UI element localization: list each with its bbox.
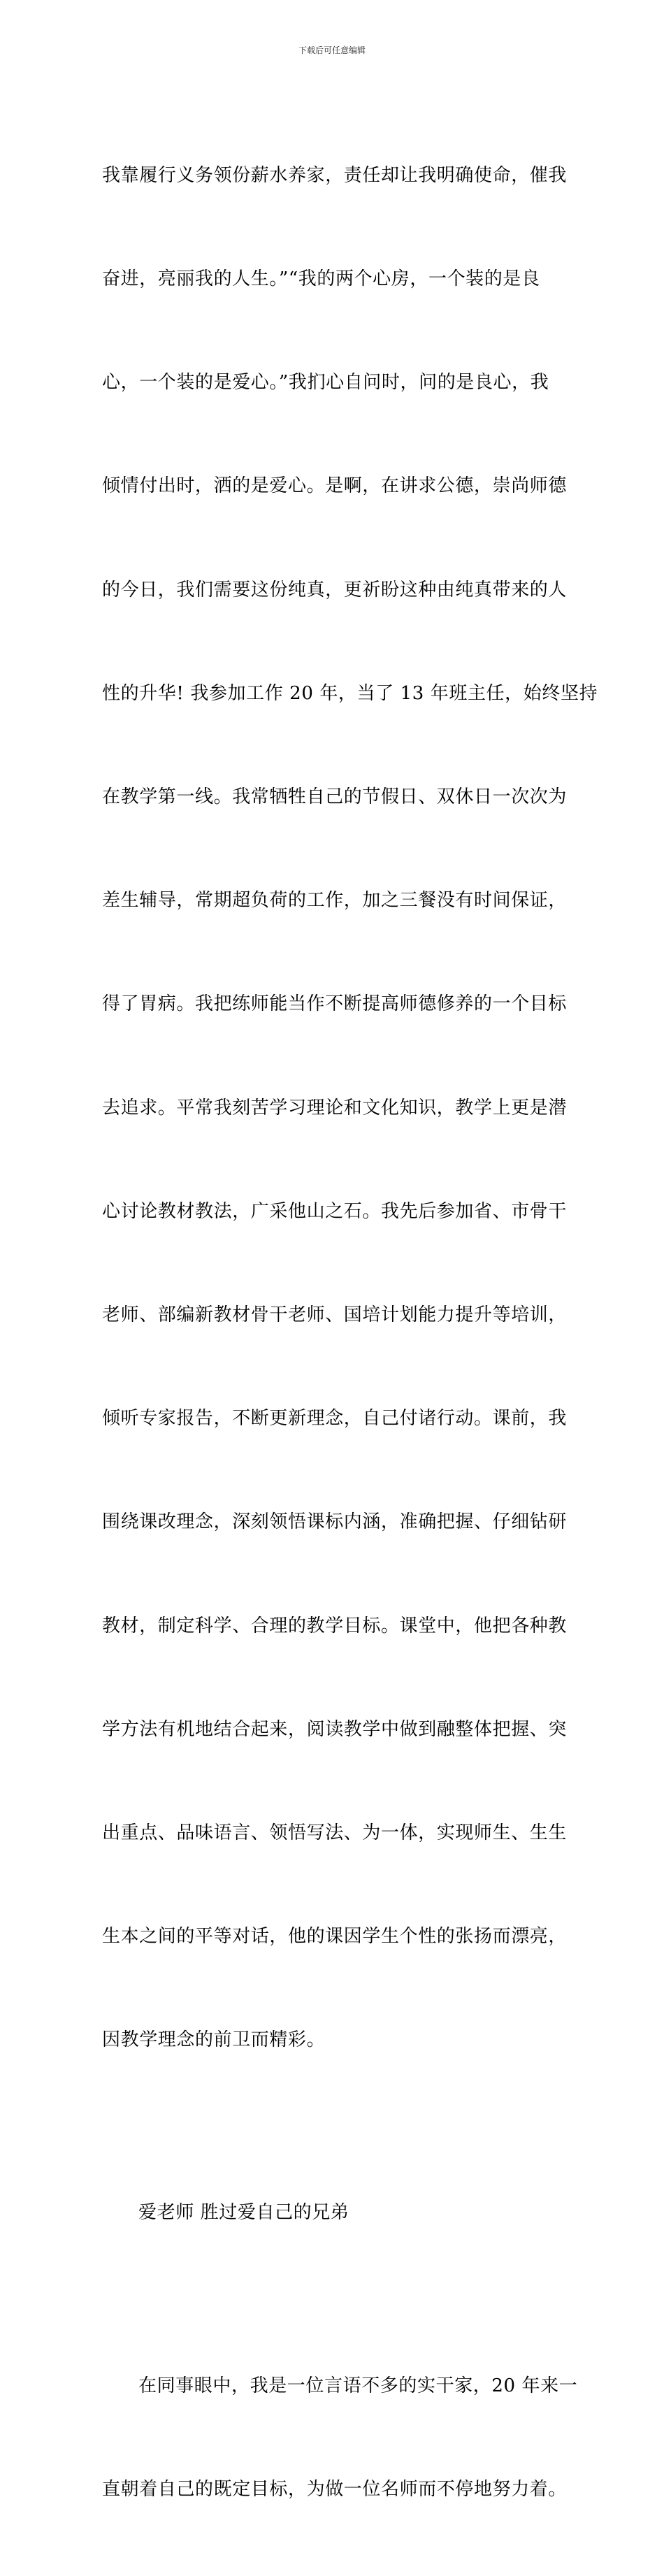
text-line: 奋进，亮丽我的人生。”“我的两个心房，一个装的是良 <box>102 268 540 290</box>
text-line: 我靠履行义务领份薪水养家，责任却让我明确使命，催我 <box>102 164 568 186</box>
text-line: 心讨论教材教法，广采他山之石。我先后参加省、市骨干 <box>102 1200 568 1222</box>
text-line: 差生辅导，常期超负荷的工作，加之三餐没有时间保证， <box>102 890 568 912</box>
heading-text: 爱老师 胜过爱自己的兄弟 <box>138 2202 349 2224</box>
text-line: 生本之间的平等对话，他的课因学生个性的张扬而漂亮， <box>102 1926 568 1948</box>
page-header: 下载后可任意编辑 <box>298 45 366 55</box>
paragraph-closing <box>102 2300 578 2576</box>
section-heading <box>102 2127 565 2300</box>
text-line: 性的升华! 我参加工作 20 年，当了 13 年班主任，始终坚持 <box>102 682 598 704</box>
paragraph-main <box>102 89 598 2127</box>
text-line: 围绕课改理念，深刻领悟课标内涵，准确把握、仔细钻研 <box>102 1511 568 1533</box>
text-line: 出重点、品味语言、领悟写法、为一体，实现师生、生生 <box>102 1822 568 1844</box>
text-line: 因教学理念的前卫而精彩。 <box>102 2029 326 2051</box>
text-line: 老师、部编新教材骨干老师、国培计划能力提升等培训， <box>102 1304 568 1326</box>
text-line: 学方法有机地结合起来，阅读教学中做到融整体把握、突 <box>102 1718 568 1740</box>
text-line: 在同事眼中，我是一位言语不多的实干家，20 年来一 <box>138 2375 578 2396</box>
text-line: 得了胃病。我把练师能当作不断提高师德修养的一个目标 <box>102 993 568 1015</box>
text-line: 在教学第一线。我常牺牲自己的节假日、双休日一次次为 <box>102 786 568 808</box>
document-body <box>102 89 598 2576</box>
text-line: 去追求。平常我刻苦学习理论和文化知识，教学上更是潜 <box>102 1097 568 1118</box>
text-line: 的今日，我们需要这份纯真，更祈盼这种由纯真带来的人 <box>102 579 568 600</box>
text-line: 倾听专家报告，不断更新理念，自己付诸行动。课前，我 <box>102 1408 568 1430</box>
text-line: 倾情付出时，洒的是爱心。是啊，在讲求公德，崇尚师德 <box>102 475 568 497</box>
text-line: 教材，制定科学、合理的教学目标。课堂中，他把各种教 <box>102 1615 568 1636</box>
text-line: 心，一个装的是爱心。”我扪心自问时，问的是良心，我 <box>102 372 549 394</box>
text-line: 直朝着自己的既定目标，为做一位名师而不停地努力着。 <box>102 2478 568 2500</box>
